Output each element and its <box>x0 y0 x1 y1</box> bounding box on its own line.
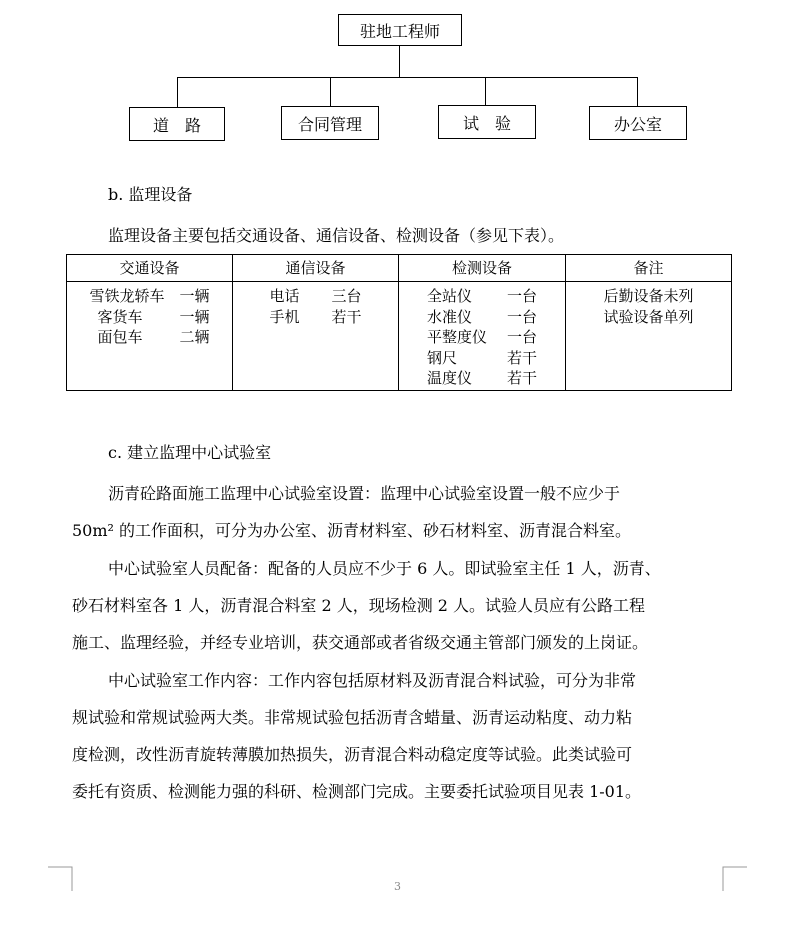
paragraph-line: 度检测，改性沥青旋转薄膜加热损失，沥青混合料动稳定度等试验。此类试验可 <box>72 745 633 764</box>
table-header-cell: 通信设备 <box>233 255 399 282</box>
item-name: 雪铁龙轿车 <box>89 287 165 305</box>
item-qty: 一台 <box>506 287 537 305</box>
list-item: 试验设备单列 <box>603 307 694 326</box>
org-child-box <box>129 107 225 141</box>
org-connector <box>485 77 486 105</box>
item-name: 客货车 <box>97 307 143 326</box>
list-item <box>427 307 537 328</box>
list-item <box>427 348 537 369</box>
table-header-row <box>67 255 732 282</box>
table-header-cell: 交通设备 <box>67 255 233 282</box>
org-child-label: 合同管理 <box>297 114 362 134</box>
list-item: 后勤设备未列 <box>603 287 694 305</box>
item-qty: 若干 <box>506 348 537 367</box>
paragraph-line: 砂石材料室各 1 人，沥青混合料室 2 人，现场检测 2 人。试验人员应有公路工程 <box>72 596 646 615</box>
section-b-intro: 监理设备主要包括交通设备、通信设备、检测设备（参见下表）。 <box>108 226 565 245</box>
section-c-heading: c. 建立监理中心试验室 <box>108 443 272 462</box>
table-header-cell: 备注 <box>566 255 732 282</box>
org-child-label: 道 路 <box>152 115 201 135</box>
list-item <box>269 307 361 328</box>
item-qty: 一辆 <box>179 287 210 305</box>
item-qty: 三台 <box>331 287 362 305</box>
org-connector <box>330 77 331 106</box>
item-name: 平整度仪 <box>426 328 487 346</box>
item-qty: 二辆 <box>179 328 210 346</box>
org-root-box <box>338 14 462 46</box>
remarks-cell <box>566 282 732 391</box>
list-item <box>89 307 209 328</box>
item-qty: 若干 <box>506 369 537 387</box>
paragraph-line: 施工、监理经验，并经专业培训，获交通部或者省级交通主管部门颁发的上岗证。 <box>72 633 649 652</box>
paragraph-line: 中心试验室人员配备：配备的人员应不少于 6 人。即试验室主任 1 人，沥青、 <box>108 559 661 578</box>
item-qty: 一辆 <box>179 307 210 326</box>
section-b-heading: b. 监理设备 <box>108 185 193 204</box>
item-name: 手机 <box>269 307 300 326</box>
org-root-label: 驻地工程师 <box>359 21 440 41</box>
communication-cell <box>233 282 399 391</box>
item-name: 水准仪 <box>426 307 472 326</box>
transport-cell <box>67 282 233 391</box>
paragraph-line: 中心试验室工作内容：工作内容包括原材料及沥青混合料试验，可分为非常 <box>108 671 637 690</box>
item-name: 电话 <box>269 287 300 305</box>
org-connector <box>177 77 638 78</box>
paragraph-line: 委托有资质、检测能力强的科研、检测部门完成。主要委托试验项目见表 1-01。 <box>72 782 642 801</box>
paragraph-line: 50m² 的工作面积，可分为办公室、沥青材料室、砂石材料室、沥青混合料室。 <box>72 521 632 540</box>
testing-cell <box>399 282 566 391</box>
paragraph-line: 沥青砼路面施工监理中心试验室设置：监理中心试验室设置一般不应少于 <box>108 484 621 503</box>
paragraph-line: 规试验和常规试验两大类。非常规试验包括沥青含蜡量、沥青运动粘度、动力粘 <box>72 708 633 727</box>
paragraph-lab-setup <box>72 475 724 549</box>
org-connector <box>637 77 638 106</box>
paragraph-lab-staffing <box>72 550 724 661</box>
item-name: 钢尺 <box>426 348 457 367</box>
page-number: 3 <box>394 880 401 893</box>
item-name: 全站仪 <box>426 287 472 305</box>
org-child-label: 试 验 <box>462 113 511 133</box>
equipment-table <box>66 254 732 391</box>
org-child-label: 办公室 <box>613 114 662 134</box>
item-qty: 若干 <box>331 307 362 326</box>
list-item <box>269 286 361 307</box>
list-item <box>89 327 209 348</box>
list-item <box>427 368 537 389</box>
item-name: 面包车 <box>97 328 143 346</box>
org-child-box <box>281 106 379 140</box>
list-item <box>427 286 537 307</box>
org-connector <box>177 77 178 107</box>
item-name: 温度仪 <box>426 369 472 387</box>
org-child-box <box>438 105 536 139</box>
list-item <box>89 286 209 307</box>
org-child-box <box>589 106 687 140</box>
item-qty: 一台 <box>506 307 537 326</box>
org-connector <box>399 46 400 77</box>
table-header-cell: 检测设备 <box>399 255 566 282</box>
item-qty: 一台 <box>506 328 537 346</box>
list-item <box>427 327 537 348</box>
table-row <box>67 282 732 391</box>
paragraph-lab-work <box>72 662 724 810</box>
